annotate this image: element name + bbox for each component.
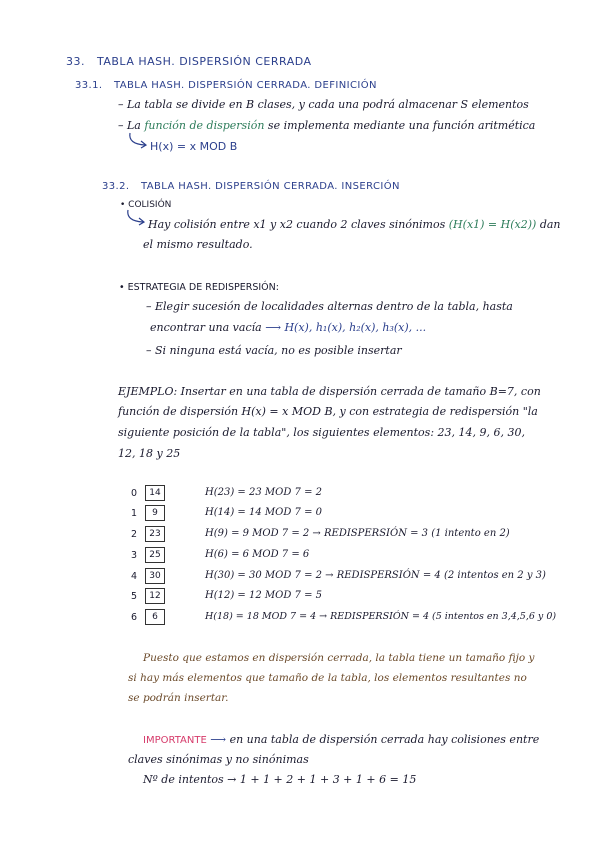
section-number: 33. bbox=[66, 55, 85, 68]
table-cell: 30 bbox=[145, 568, 165, 584]
bullet-prefix: – La bbox=[118, 119, 141, 132]
table-cell: 12 bbox=[145, 588, 165, 604]
section-title: TABLA HASH. DISPERSIÓN CERRADA bbox=[97, 55, 312, 68]
note-line-3: se podrán insertar. bbox=[128, 692, 229, 704]
subsection-heading-1 bbox=[75, 80, 377, 91]
table-index: 1 bbox=[131, 508, 138, 519]
strategy-bullet-1: – Elegir sucesión de localidades alternas dentro de la tabla, hasta bbox=[146, 300, 513, 313]
table-cell: 25 bbox=[145, 547, 165, 563]
table-calc: H(14) = 14 MOD 7 = 0 bbox=[205, 507, 322, 518]
strategy-sequence: H(x), h₁(x), h₂(x), h₃(x), ... bbox=[284, 321, 427, 334]
bullet-rest: se implementa mediante una función aritmética bbox=[267, 119, 536, 132]
important-label: IMPORTANTE bbox=[143, 735, 207, 746]
table-index: 6 bbox=[131, 612, 138, 623]
example-line-1: EJEMPLO: Insertar en una tabla de dispersión cerrada de tamaño B=7, con bbox=[118, 385, 541, 398]
table-cell: 14 bbox=[145, 485, 165, 501]
example-line-2: función de dispersión H(x) = x MOD B, y con estrategia de redispersión "la bbox=[118, 405, 538, 418]
important-line-1 bbox=[143, 733, 539, 746]
arrow-icon: ⟶ bbox=[265, 321, 281, 334]
table-calc: H(12) = 12 MOD 7 = 5 bbox=[205, 590, 322, 601]
important-line-3: Nº de intentos → 1 + 1 + 2 + 1 + 3 + 1 + 6 = 15 bbox=[143, 773, 417, 786]
note-line-2: si hay más elementos que tamaño de la tabla, los elementos resultantes no bbox=[128, 672, 527, 684]
formula-hash: H(x) = x MOD B bbox=[150, 140, 238, 153]
highlight-funcion-dispersion: función de dispersión bbox=[144, 119, 265, 132]
table-index: 5 bbox=[131, 591, 138, 602]
table-calc: H(23) = 23 MOD 7 = 2 bbox=[205, 487, 322, 498]
table-calc: H(30) = 30 MOD 7 = 2 → REDISPERSIÓN = 4 (2 intentos en 2 y 3) bbox=[205, 570, 546, 581]
important-line-2: claves sinónimas y no sinónimas bbox=[128, 753, 309, 766]
table-calc: H(9) = 9 MOD 7 = 2 → REDISPERSIÓN = 3 (1 intento en 2) bbox=[205, 528, 510, 539]
table-cell: 23 bbox=[145, 526, 165, 542]
subsection-heading-2 bbox=[102, 181, 400, 192]
table-cell: 9 bbox=[145, 505, 165, 521]
bullet-funcion bbox=[118, 119, 535, 132]
strategy-bullet-2 bbox=[150, 321, 426, 334]
subsection-title: TABLA HASH. DISPERSIÓN CERRADA. DEFINICIÓN bbox=[114, 80, 377, 91]
subsection-number: 33.1. bbox=[75, 80, 103, 91]
table-calc: H(18) = 18 MOD 7 = 4 → REDISPERSIÓN = 4 (5 intentos en 3,4,5,6 y 0) bbox=[205, 611, 557, 622]
example-line-4: 12, 18 y 25 bbox=[118, 447, 181, 460]
strategy-label: • ESTRATEGIA DE REDISPERSIÓN: bbox=[119, 282, 279, 293]
table-index: 2 bbox=[131, 529, 138, 540]
section-heading bbox=[66, 55, 312, 68]
table-index: 4 bbox=[131, 571, 138, 582]
bullet-clases: – La tabla se divide en B clases, y cada una podrá almacenar S elementos bbox=[118, 98, 529, 111]
colision-text: Hay colisión entre x1 y x2 cuando 2 claves sinónimos bbox=[148, 218, 446, 231]
important-text: en una tabla de dispersión cerrada hay colisiones entre bbox=[229, 733, 540, 746]
table-index: 0 bbox=[131, 488, 138, 499]
strategy-text: encontrar una vacía bbox=[150, 321, 262, 334]
strategy-bullet-3: – Si ninguna está vacía, no es posible insertar bbox=[146, 344, 402, 357]
example-line-3: siguiente posición de la tabla", los siguientes elementos: 23, 14, 9, 6, 30, bbox=[118, 426, 525, 439]
table-cell: 6 bbox=[145, 609, 165, 625]
arrow-icon bbox=[127, 132, 149, 156]
colision-formula: (H(x1) = H(x2)) bbox=[448, 218, 537, 231]
table-index: 3 bbox=[131, 550, 138, 561]
colision-text-2: el mismo resultado. bbox=[143, 238, 253, 251]
note-line-1: Puesto que estamos en dispersión cerrada, la tabla tiene un tamaño fijo y bbox=[143, 652, 535, 664]
subsection-number: 33.2. bbox=[102, 181, 130, 192]
subsection-title: TABLA HASH. DISPERSIÓN CERRADA. INSERCIÓN bbox=[141, 181, 400, 192]
arrow-icon bbox=[125, 209, 147, 233]
colision-text-1 bbox=[148, 218, 561, 231]
colision-label: • COLISIÓN bbox=[120, 200, 172, 210]
arrow-icon: ⟶ bbox=[210, 733, 227, 746]
colision-text-end: dan bbox=[539, 218, 561, 231]
table-calc: H(6) = 6 MOD 7 = 6 bbox=[205, 549, 310, 560]
